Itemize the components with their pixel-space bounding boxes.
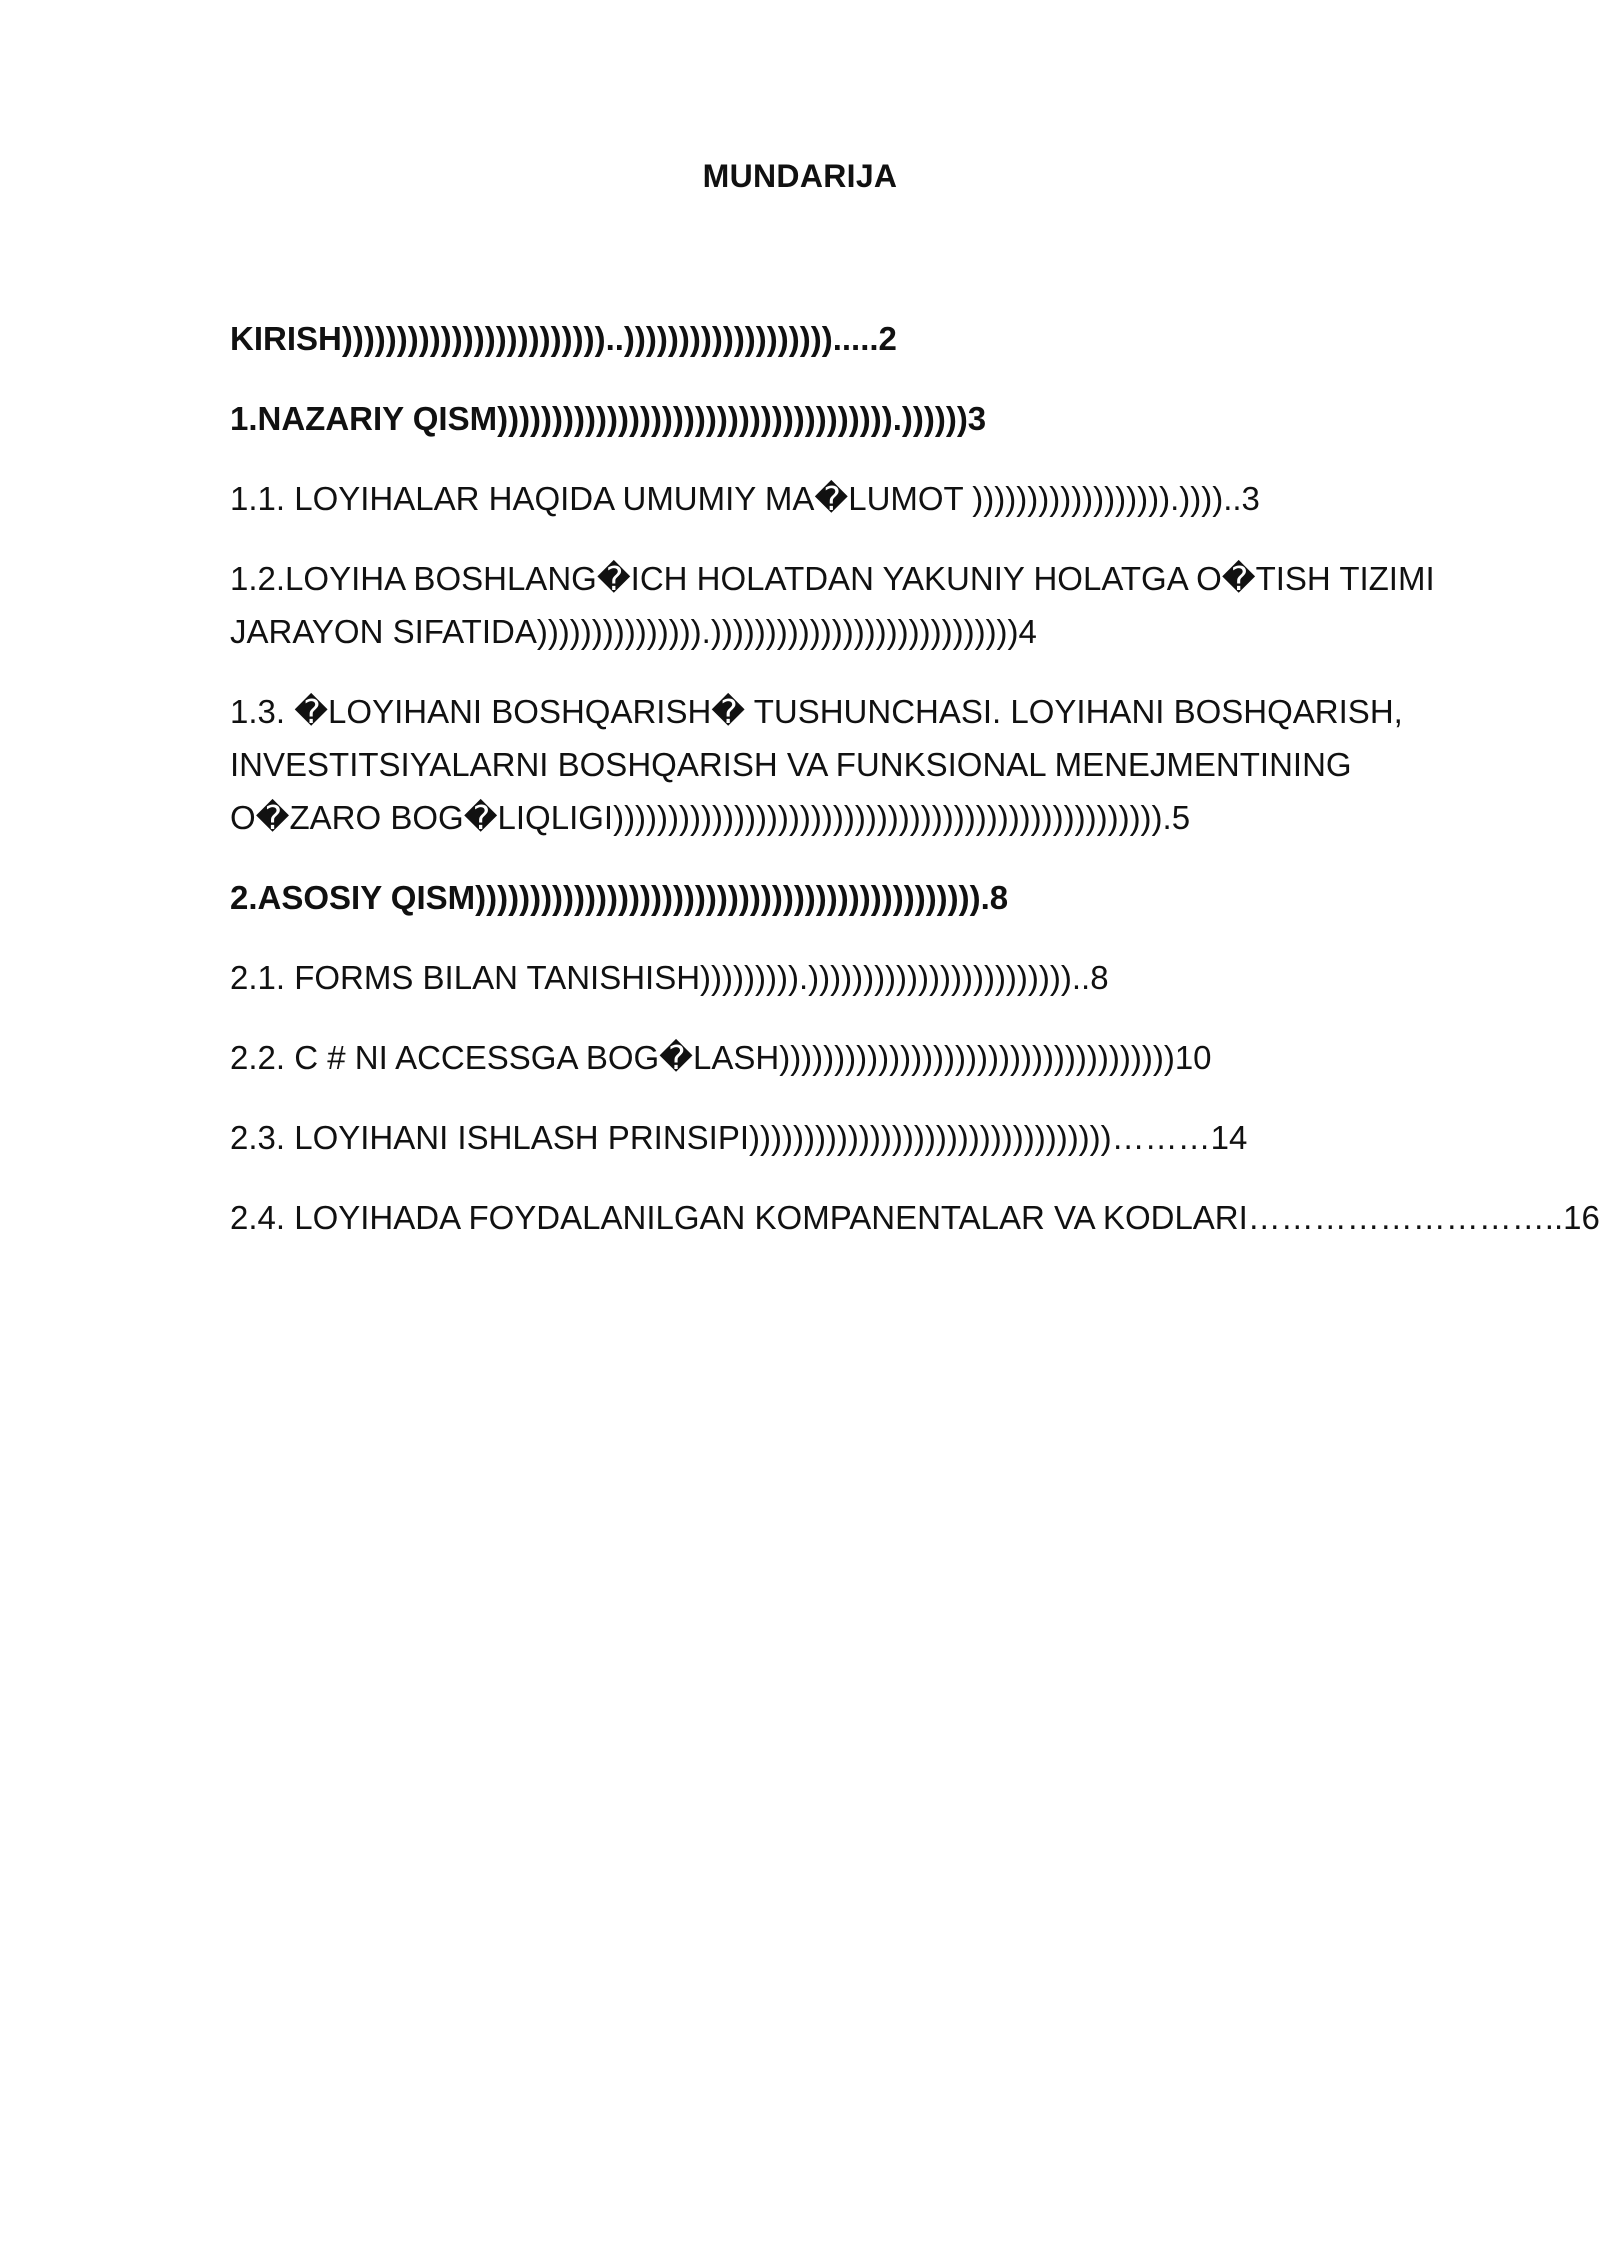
toc-entry-2-3[interactable]: 2.3. LOYIHANI ISHLASH PRINSIPI)))))))))))))))))))))))))))))))))………14 — [230, 1119, 1248, 1156]
toc-entry-1-1[interactable]: 1.1. LOYIHALAR HAQIDA UMUMIY MA�LUMOT )))))))))))))))))).))))..3 — [230, 480, 1260, 517]
page-title: MUNDARIJA — [702, 158, 898, 194]
toc-entry-2-1[interactable]: 2.1. FORMS BILAN TANISHISH))))))))).))))))))))))))))))))))))..8 — [230, 959, 1109, 996]
toc-entry-kirish[interactable]: KIRISH))))))))))))))))))))))))..))))))))))))))))))).....2 — [230, 320, 897, 357]
toc-entry-asosiy-qism[interactable]: 2.ASOSIY QISM)))))))))))))))))))))))))))))))))))))))))))))).8 — [230, 879, 1009, 916]
toc-entry-2-4[interactable]: 2.4. LOYIHADA FOYDALANILGAN KOMPANENTALAR VA KODLARI………………………..16 — [230, 1199, 1600, 1236]
table-of-contents — [230, 312, 1600, 1271]
toc-entry-1-3[interactable]: 1.3. �LOYIHANI BOSHQARISH� TUSHUNCHASI. LOYIHANI BOSHQARISH, INVESTITSIYALARNI BOSHQARISH VA FUNKSIONAL MENEJMENTINING O�ZARO BOG�LIQLIGI)))))))))))))))))))))))))))))))))))))))))))))))))).5 — [230, 693, 1403, 836]
toc-entry-2-2[interactable]: 2.2. C # NI ACCESSGA BOG�LASH))))))))))))))))))))))))))))))))))))10 — [230, 1039, 1212, 1076]
toc-entry-1-2[interactable]: 1.2.LOYIHA BOSHLANG�ICH HOLATDAN YAKUNIY HOLATGA O�TISH TIZIMI JARAYON SIFATIDA))))))))))))))).))))))))))))))))))))))))))))4 — [230, 560, 1435, 650]
toc-entry-nazariy-qism[interactable]: 1.NAZARIY QISM)))))))))))))))))))))))))))))))))))).))))))3 — [230, 400, 987, 437]
